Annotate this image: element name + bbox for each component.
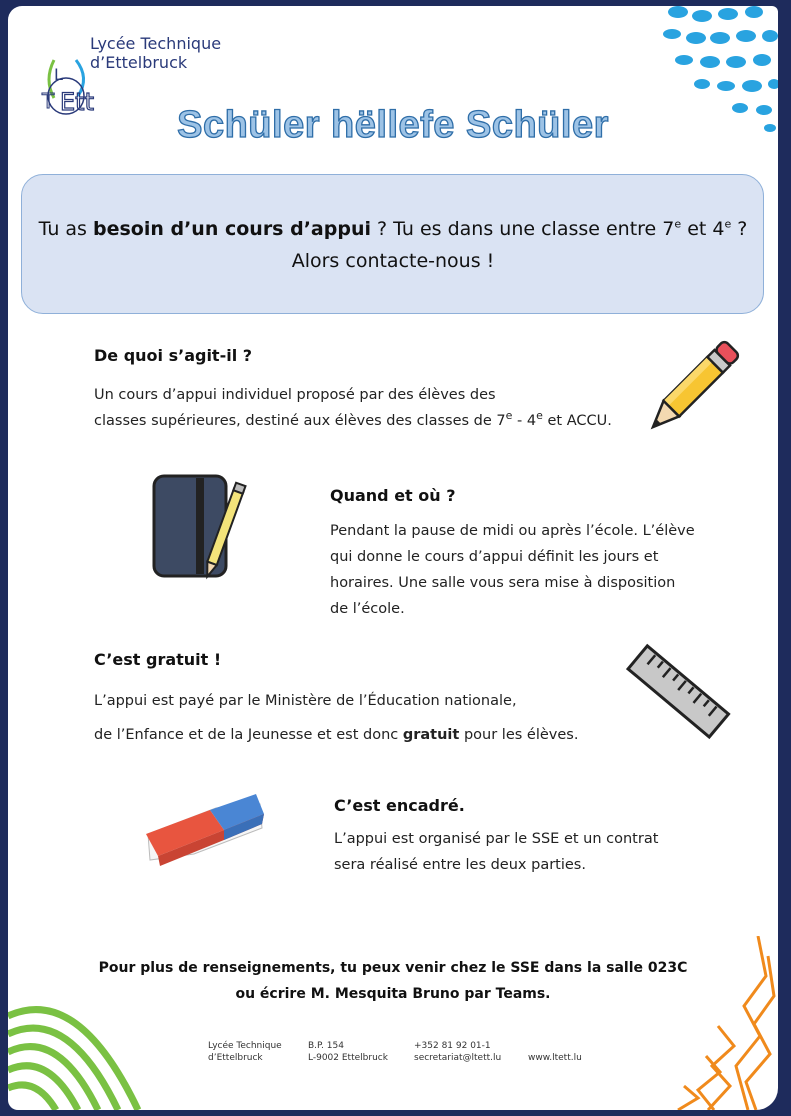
footer-phone: +352 81 92 01-1 [414,1041,491,1051]
footer-col1-line2: d’Ettelbruck [208,1053,263,1063]
eraser-icon [138,788,268,878]
free-text [94,684,578,752]
what-heading: De quoi s’agit-il ? [94,346,253,365]
footer-col1-line1: Lycée Technique [208,1041,282,1051]
callout-line2: Alors contacte-nous ! [291,250,495,272]
footer-col2-line2: L-9002 Ettelbruck [308,1053,388,1063]
callout-mid: ? Tu es dans une classe entre 7 [371,218,675,240]
footer-email-link[interactable]: secretariat@ltett.lu [414,1053,502,1063]
callout-end: ? [731,218,748,240]
what-text [94,382,612,434]
free-line2-bold: gratuit [402,727,460,743]
when-line1: Pendant la pause de midi ou après l’école. L’élève [330,523,695,539]
svg-text:T: T [42,89,55,113]
svg-text:Ett: Ett [60,88,94,116]
green-arcs-decoration [8,990,148,1110]
what-line1: Un cours d’appui individuel proposé par des élèves des [94,387,496,403]
school-name-line2: d’Ettelbruck [90,53,188,72]
what-line2a: classes supérieures, destiné aux élèves des classes de 7 [94,413,506,429]
framed-text [334,826,658,878]
when-line4: de l’école. [330,601,405,617]
framed-line2: sera réalisé entre les deux parties. [334,857,586,873]
page-title: Schüler hëllefe Schüler [177,104,609,146]
free-line2b: pour les élèves. [459,727,579,743]
ruler-icon [622,638,732,748]
notebook-icon [146,468,256,588]
contact-line2: ou écrire M. Mesquita Bruno par Teams. [235,986,551,1002]
callout-sup2: e [724,217,732,231]
footer-address [308,1040,388,1064]
flyer-page [8,6,778,1110]
callout-sup1: e [674,217,682,231]
what-sup2: e [536,409,543,423]
when-text [330,518,695,622]
callout-text [8,218,778,240]
footer-contact [414,1040,501,1064]
what-line2c: et ACCU. [542,413,612,429]
framed-line1: L’appui est organisé par le SSE et un contrat [334,831,659,847]
orange-zigzag-decoration [648,936,778,1110]
callout-and: et 4 [681,218,725,240]
when-line3: horaires. Une salle vous sera mise à disposition [330,575,676,591]
school-name-line1: Lycée Technique [90,34,222,53]
framed-heading: C’est encadré. [334,796,465,815]
what-line2 [94,408,612,434]
what-line2b: - 4 [512,413,537,429]
when-heading: Quand et où ? [330,486,456,505]
callout-bold: besoin d’un cours d’appui [92,218,371,240]
callout-pre: Tu as [38,218,93,240]
footer-website-link[interactable]: www.ltett.lu [528,1053,582,1063]
svg-text:L: L [54,65,63,84]
free-line2 [94,718,578,752]
free-line2a: de l’Enfance et de la Jeunesse et est donc [94,727,403,743]
school-name [90,34,221,72]
free-line1: L’appui est payé par le Ministère de l’Éducation nationale, [94,693,517,709]
pencil-icon [634,336,744,446]
callout-box [21,174,764,314]
footer-school [208,1040,282,1064]
free-heading: C’est gratuit ! [94,650,222,669]
what-sup1: e [505,409,513,423]
contact-line1: Pour plus de renseignements, tu peux venir chez le SSE dans la salle 023C [98,960,688,976]
footer-col2-line1: B.P. 154 [308,1041,344,1051]
when-line2: qui donne le cours d’appui définit les jours et [330,549,659,565]
